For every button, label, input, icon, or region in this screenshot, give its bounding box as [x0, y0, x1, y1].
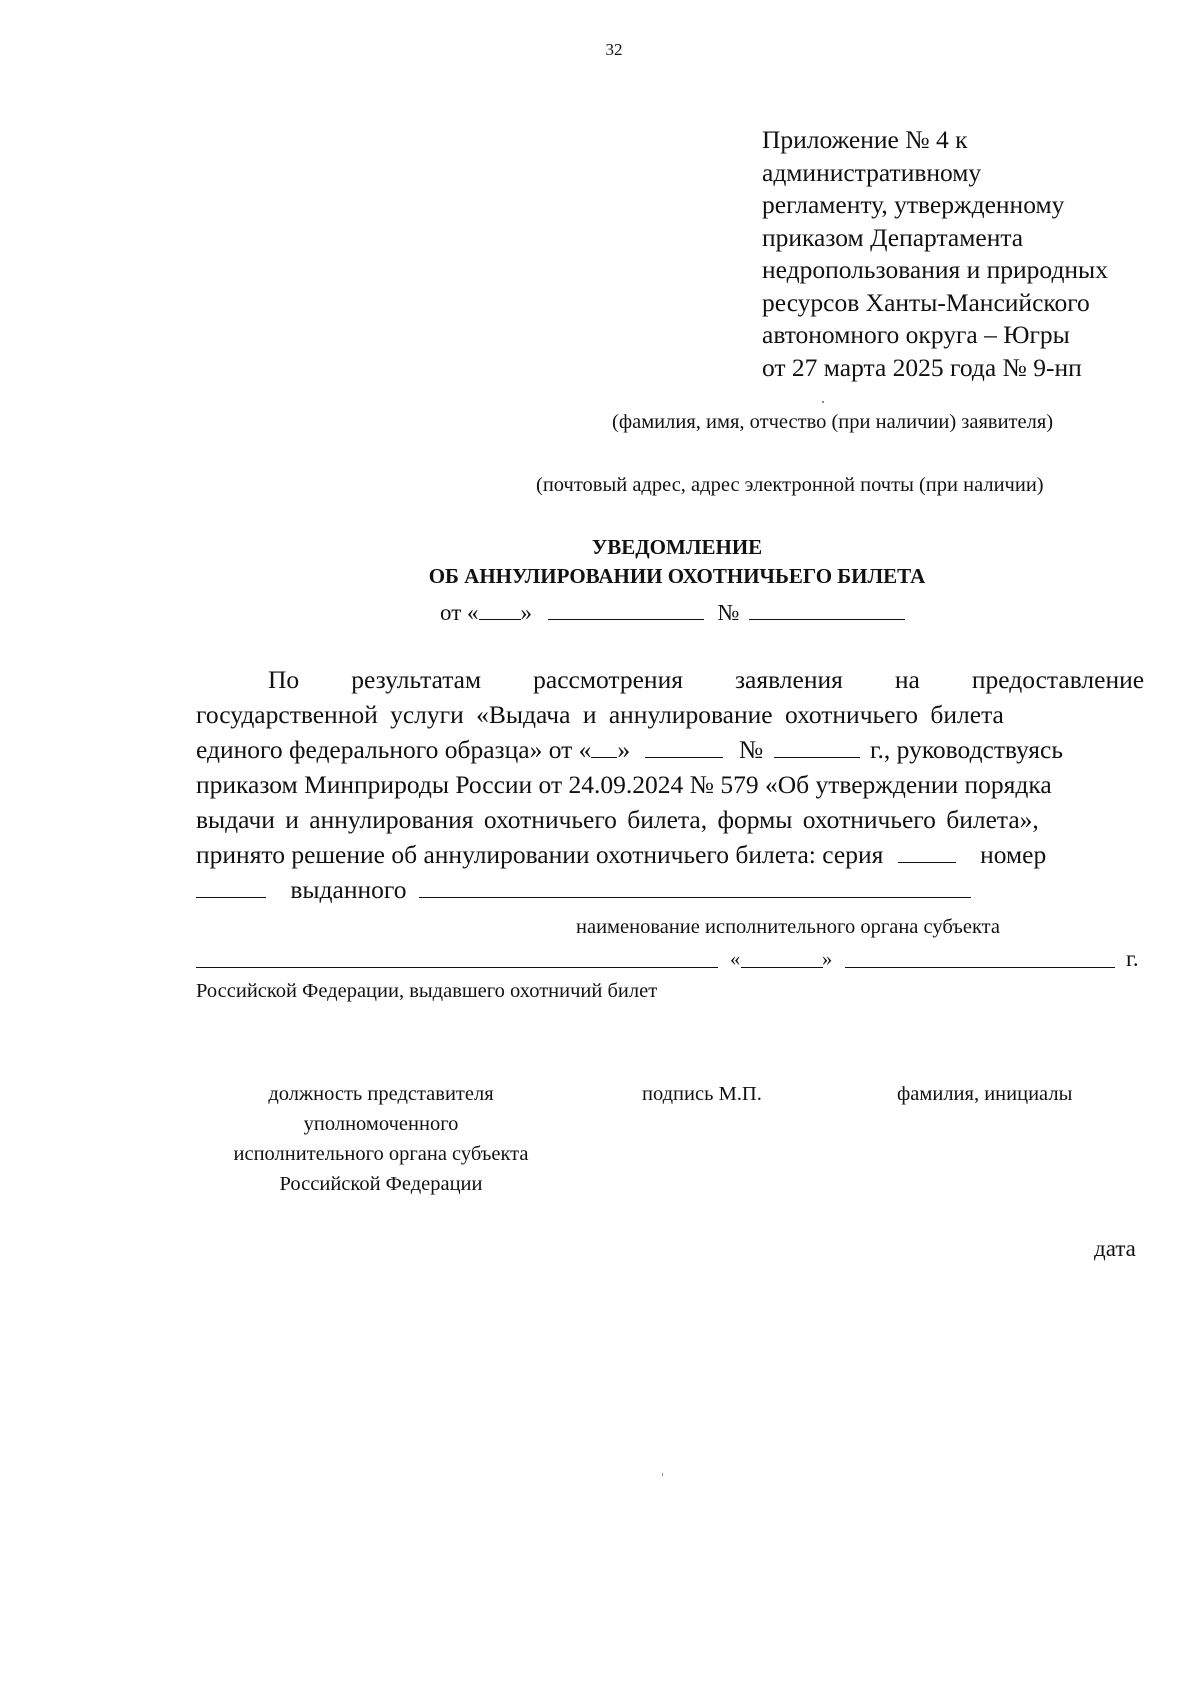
month-blank [548, 597, 704, 620]
issuer-caption-2: Российской Федерации, выдавшего охотничий билет [196, 980, 658, 1002]
notice-date-number-line [440, 597, 905, 626]
body-line-2: государственной услуги «Выдача и аннулирование охотничьего билета [196, 700, 1004, 729]
body-word: По [268, 665, 300, 694]
month-blank [645, 735, 723, 758]
document-subtitle: ОБ АННУЛИРОВАНИИ ОХОТНИЧЬЕГО БИЛЕТА [428, 564, 926, 588]
body-line-6 [196, 837, 1144, 872]
number-sign: № [738, 735, 764, 764]
series-blank [898, 840, 956, 863]
date-day-blank [741, 967, 823, 968]
body-word: на [894, 665, 920, 694]
date-quote-close: » [822, 948, 833, 970]
body-word: предоставление [971, 665, 1145, 694]
document-title: УВЕДОМЛЕНИЕ [591, 535, 763, 559]
body-text: принято решение об аннулировании охотничьего билета: серия [196, 840, 884, 869]
issuer-name-blank [196, 967, 718, 968]
day-blank [591, 735, 617, 758]
ticket-number-blank [196, 875, 266, 898]
position-line: Российской Федерации [279, 1173, 483, 1195]
position-line: должность представителя [268, 1083, 494, 1105]
from-quote-close: » [520, 600, 532, 625]
official-position-caption [196, 1079, 566, 1199]
body-text: выданного [290, 875, 407, 904]
number-blank [749, 597, 905, 620]
body-text: единого федерального образца» от « [196, 735, 592, 764]
appendix-header [762, 124, 1108, 384]
appendix-line: недропользования и природных [762, 255, 1108, 284]
date-quote-open: « [730, 948, 741, 970]
body-line-7 [196, 872, 1144, 907]
body-word: заявления [734, 665, 843, 694]
notice-body [196, 662, 1144, 907]
date-caption: дата [1094, 1236, 1136, 1261]
number-blank [774, 735, 860, 758]
appendix-line: от 27 марта 2025 года № 9-нп [762, 352, 1082, 382]
date-month-blank [845, 967, 1115, 968]
scan-dot [822, 401, 824, 403]
applicant-name-caption: (фамилия, имя, отчество (при наличии) заявителя) [612, 411, 1054, 433]
from-prefix: от « [440, 600, 479, 625]
signature-caption: подпись М.П. [642, 1083, 762, 1105]
issuer-blank [419, 875, 971, 898]
appendix-line: Приложение № 4 к [762, 125, 968, 154]
body-word: рассмотрения [533, 665, 683, 694]
number-sign: № [717, 600, 740, 625]
appendix-line: административному [762, 157, 982, 187]
body-line-1 [196, 662, 1144, 697]
body-text: » [617, 735, 631, 764]
body-line-5: выдачи и аннулирования охотничьего билета, формы охотничьего билета», [196, 805, 1039, 834]
body-line-3 [196, 732, 1144, 767]
position-line: уполномоченного [303, 1113, 459, 1135]
body-text: номер [980, 840, 1047, 869]
full-name-caption: фамилия, инициалы [897, 1083, 1073, 1105]
appendix-line: приказом Департамента [762, 222, 1024, 252]
appendix-line: регламенту, утвержденному [762, 190, 1065, 219]
body-line-4: приказом Минприроды России от 24.09.2024 № 579 «Об утверждении порядка [196, 770, 1052, 799]
issuer-caption: наименование исполнительного органа субъекта [576, 916, 1000, 938]
applicant-address-caption: (почтовый адрес, адрес электронной почты (при наличии) [536, 474, 1044, 496]
page-number: 32 [605, 40, 623, 59]
body-word: результатам [351, 665, 482, 694]
day-blank [479, 597, 521, 620]
position-line: исполнительного органа субъекта [233, 1143, 529, 1165]
body-text: г., руководствуясь [869, 735, 1063, 764]
appendix-line: ресурсов Ханты-Мансийского [762, 287, 1090, 317]
scan-dot [662, 1473, 663, 1476]
year-suffix: г. [1126, 946, 1139, 971]
appendix-line: автономного округа – Югры [762, 320, 1070, 349]
